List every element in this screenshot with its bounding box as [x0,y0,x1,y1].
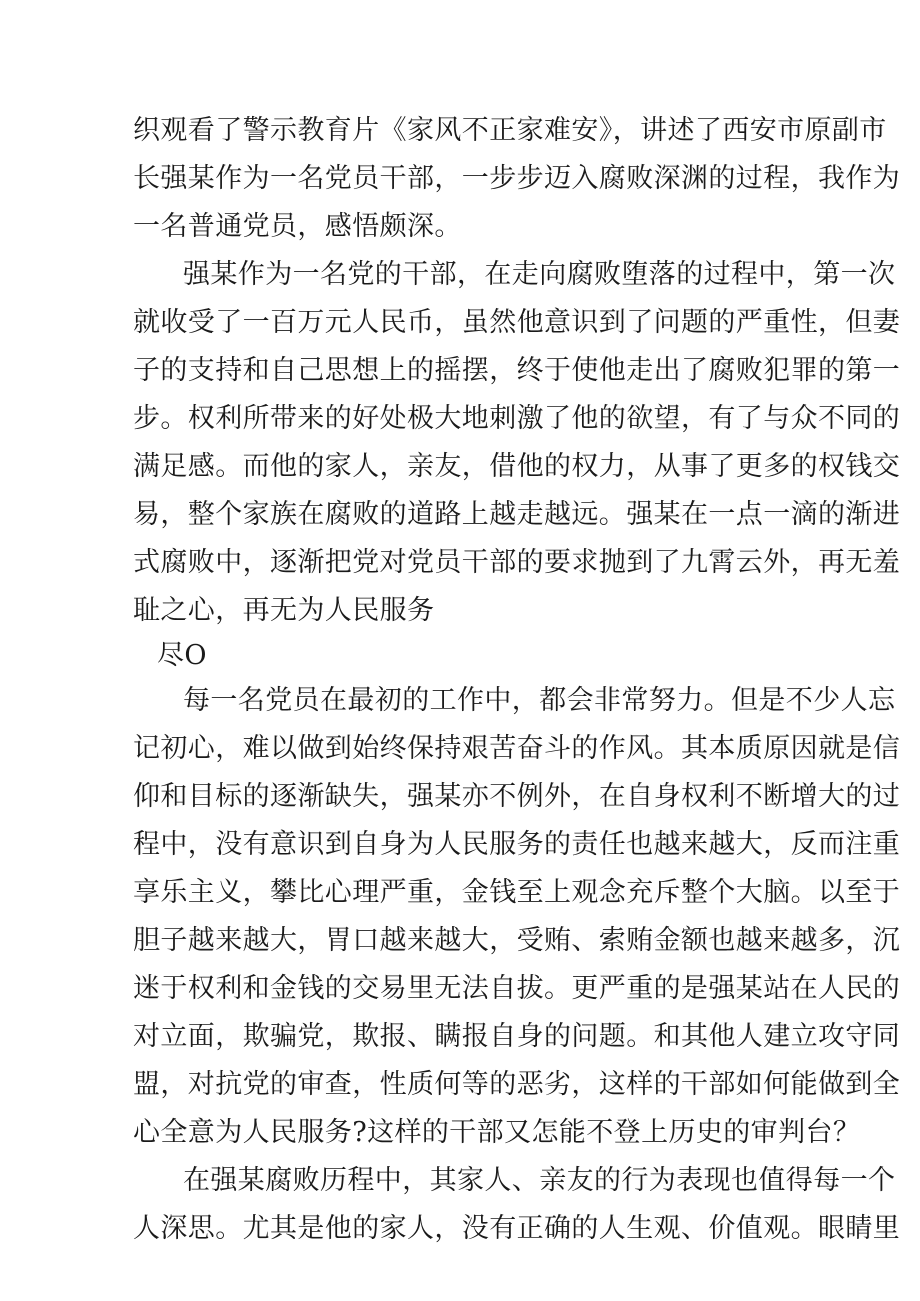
text-line: 式腐败中，逐渐把党对党员干部的要求抛到了九霄云外，再无羞 [133,547,901,578]
text-line: 记初心，难以做到始终保持艰苦奋斗的作风。其本质原因就是信 [133,733,901,764]
text-line: 程中，没有意识到自身为人民服务的责任也越来越大，反而注重 [133,829,901,860]
text-line: 享乐主义，攀比心理严重，金钱至上观念充斥整个大脑。以至于 [133,877,901,908]
paragraph-start-line: 每一名党员在最初的工作中，都会非常努力。但是不少人忘 [183,685,896,716]
text-line: 就收受了一百万元人民币，虽然他意识到了问题的严重性，但妻 [133,307,901,338]
text-line: 胆子越来越大，胃口越来越大，受贿、索贿金额也越来越多，沉 [133,925,901,956]
paragraph-start-line: 在强某腐败历程中，其家人、亲友的行为表现也值得每一个 [183,1165,896,1196]
text-line: 盟，对抗党的审查，性质何等的恶劣，这样的干部如何能做到全 [133,1069,901,1100]
text-line: 子的支持和自己思想上的摇摆，终于使他走出了腐败犯罪的第一 [133,355,901,386]
text-line: 心全意为人民服务?这样的干部又怎能不登上历史的审判台？ [133,1117,861,1148]
text-line: 迷于权利和金钱的交易里无法自拔。更严重的是强某站在人民的 [133,973,901,1004]
text-line: 满足感。而他的家人，亲友，借他的权力，从事了更多的权钱交 [133,451,901,482]
text-line: 对立面，欺骗党，欺报、瞒报自身的问题。和其他人建立攻守同 [133,1021,901,1052]
text-line: 长强某作为一名党员干部，一步步迈入腐败深渊的过程，我作为 [133,163,901,194]
text-line: 人深思。尤其是他的家人，没有正确的人生观、价值观。眼睛里 [133,1213,901,1244]
text-line: 易，整个家族在腐败的道路上越走越远。强某在一点一滴的渐进 [133,499,901,530]
text-line: 织观看了警示教育片《家风不正家难安》，讲述了西安市原副市 [133,115,887,146]
ocr-fragment-line: 尽O [157,640,207,671]
paragraph-start-line: 强某作为一名党的干部，在走向腐败堕落的过程中，第一次 [183,259,896,290]
text-line: 一名普通党员，感悟颇深。 [133,211,462,242]
text-line: 耻之心，再无为人民服务 [133,595,435,626]
text-line: 步。权利所带来的好处极大地刺激了他的欲望，有了与众不同的 [133,403,901,434]
text-line: 仰和目标的逐渐缺失，强某亦不例外，在自身权利不断增大的过 [133,781,901,812]
